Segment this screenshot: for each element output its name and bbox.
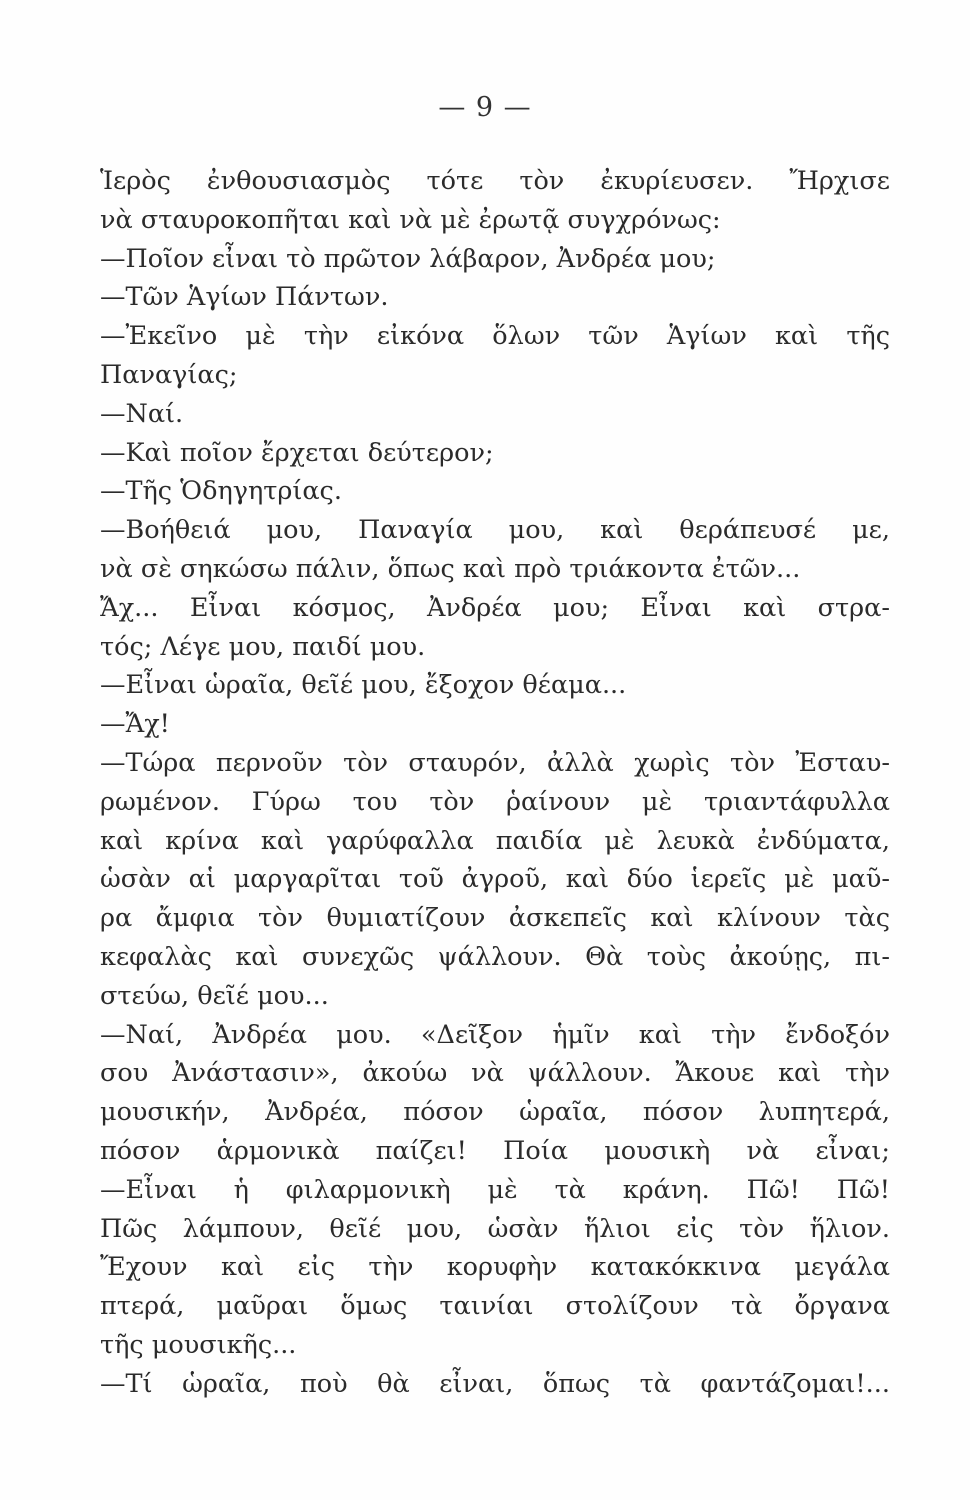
text-line: καὶ κρίνα καὶ γαρύφαλλα παιδία μὲ λευκὰ ἐνδύματα, (100, 825, 890, 856)
text-line: —Εἶναι ὡραῖα, θεῖέ μου, ἔξοχον θέαμα... (100, 670, 627, 701)
body-text (100, 162, 890, 1404)
text-line: —Εἶναι ἡ φιλαρμονικὴ μὲ τὰ κράνη. Πῶ! Πῶ! (100, 1174, 890, 1205)
text-line: νὰ σταυροκοπῆται καὶ νὰ μὲ ἐρωτᾷ συγχρόνως: (100, 204, 721, 235)
page-number: — 9 — (438, 92, 532, 123)
text-line: —Ποῖον εἶναι τὸ πρῶτον λάβαρον, Ἀνδρέα μου; (100, 243, 716, 274)
text-line: —Ναί. (100, 398, 184, 429)
text-line: —Ναί, Ἀνδρέα μου. «Δεῖξον ἡμῖν καὶ τὴν ἔνδοξόν (100, 1019, 890, 1050)
text-line: —Βοήθειά μου, Παναγία μου, καὶ θεράπευσέ με, (100, 515, 890, 546)
text-line: Ἄχ... Εἶναι κόσμος, Ἀνδρέα μου; Εἶναι καὶ στρα- (100, 592, 890, 623)
text-line: Ἱερὸς ἐνθουσιασμὸς τότε τὸν ἐκυρίευσεν. Ἤρχισε (100, 166, 890, 196)
text-line: —Τῆς Ὁδηγητρίας. (100, 476, 342, 507)
text-line: πόσον ἁρμονικὰ παίζει! Ποία μουσικὴ νὰ εἶναι; (100, 1135, 890, 1166)
text-line: τῆς μουσικῆς... (100, 1329, 297, 1360)
text-line: Παναγίας; (100, 359, 238, 390)
text-line: —Ἐκεῖνο μὲ τὴν εἰκόνα ὅλων τῶν Ἁγίων καὶ τῆς (100, 321, 890, 352)
text-line: —Καὶ ποῖον ἔρχεται δεύτερον; (100, 437, 494, 468)
text-line: —Ἄχ! (100, 709, 170, 740)
text-line: τός; Λέγε μου, παιδί μου. (100, 631, 426, 662)
text-line: —Τί ὡραῖα, ποὺ θὰ εἶναι, ὅπως τὰ φαντάζομαι!... (100, 1368, 890, 1399)
text-line: Πῶς λάμπουν, θεῖέ μου, ὡσὰν ἥλιοι εἰς τὸν ἥλιον. (100, 1213, 890, 1244)
text-line: πτερά, μαῦραι ὅμως ταινίαι στολίζουν τὰ ὄργανα (100, 1291, 890, 1322)
text-line: ὡσὰν αἱ μαργαρῖται τοῦ ἀγροῦ, καὶ δύο ἱερεῖς μὲ μαῦ- (100, 864, 890, 895)
text-line: μουσικήν, Ἀνδρέα, πόσον ὡραῖα, πόσον λυπητερά, (100, 1097, 890, 1128)
text-line: κεφαλὰς καὶ συνεχῶς ψάλλουν. Θὰ τοὺς ἀκούῃς, πι- (100, 941, 890, 972)
text-line: —Τώρα περνοῦν τὸν σταυρόν, ἀλλὰ χωρὶς τὸν Ἐσταυ- (100, 747, 890, 778)
text-line: ρωμένον. Γύρω του τὸν ῥαίνουν μὲ τριαντάφυλλα (100, 786, 890, 817)
text-line: —Τῶν Ἁγίων Πάντων. (100, 282, 389, 313)
text-line: νὰ σὲ σηκώσω πάλιν, ὅπως καὶ πρὸ τριάκοντα ἐτῶν... (100, 553, 801, 584)
text-line: Ἔχουν καὶ εἰς τὴν κορυφὴν κατακόκκινα μεγάλα (100, 1252, 890, 1283)
text-line: σου Ἀνάστασιν», ἀκούω νὰ ψάλλουν. Ἄκουε καὶ τὴν (100, 1058, 890, 1089)
text-line: ρα ἄμφια τὸν θυμιατίζουν ἀσκεπεῖς καὶ κλίνουν τὰς (100, 903, 890, 934)
text-line: στεύω, θεῖέ μου... (100, 980, 329, 1011)
